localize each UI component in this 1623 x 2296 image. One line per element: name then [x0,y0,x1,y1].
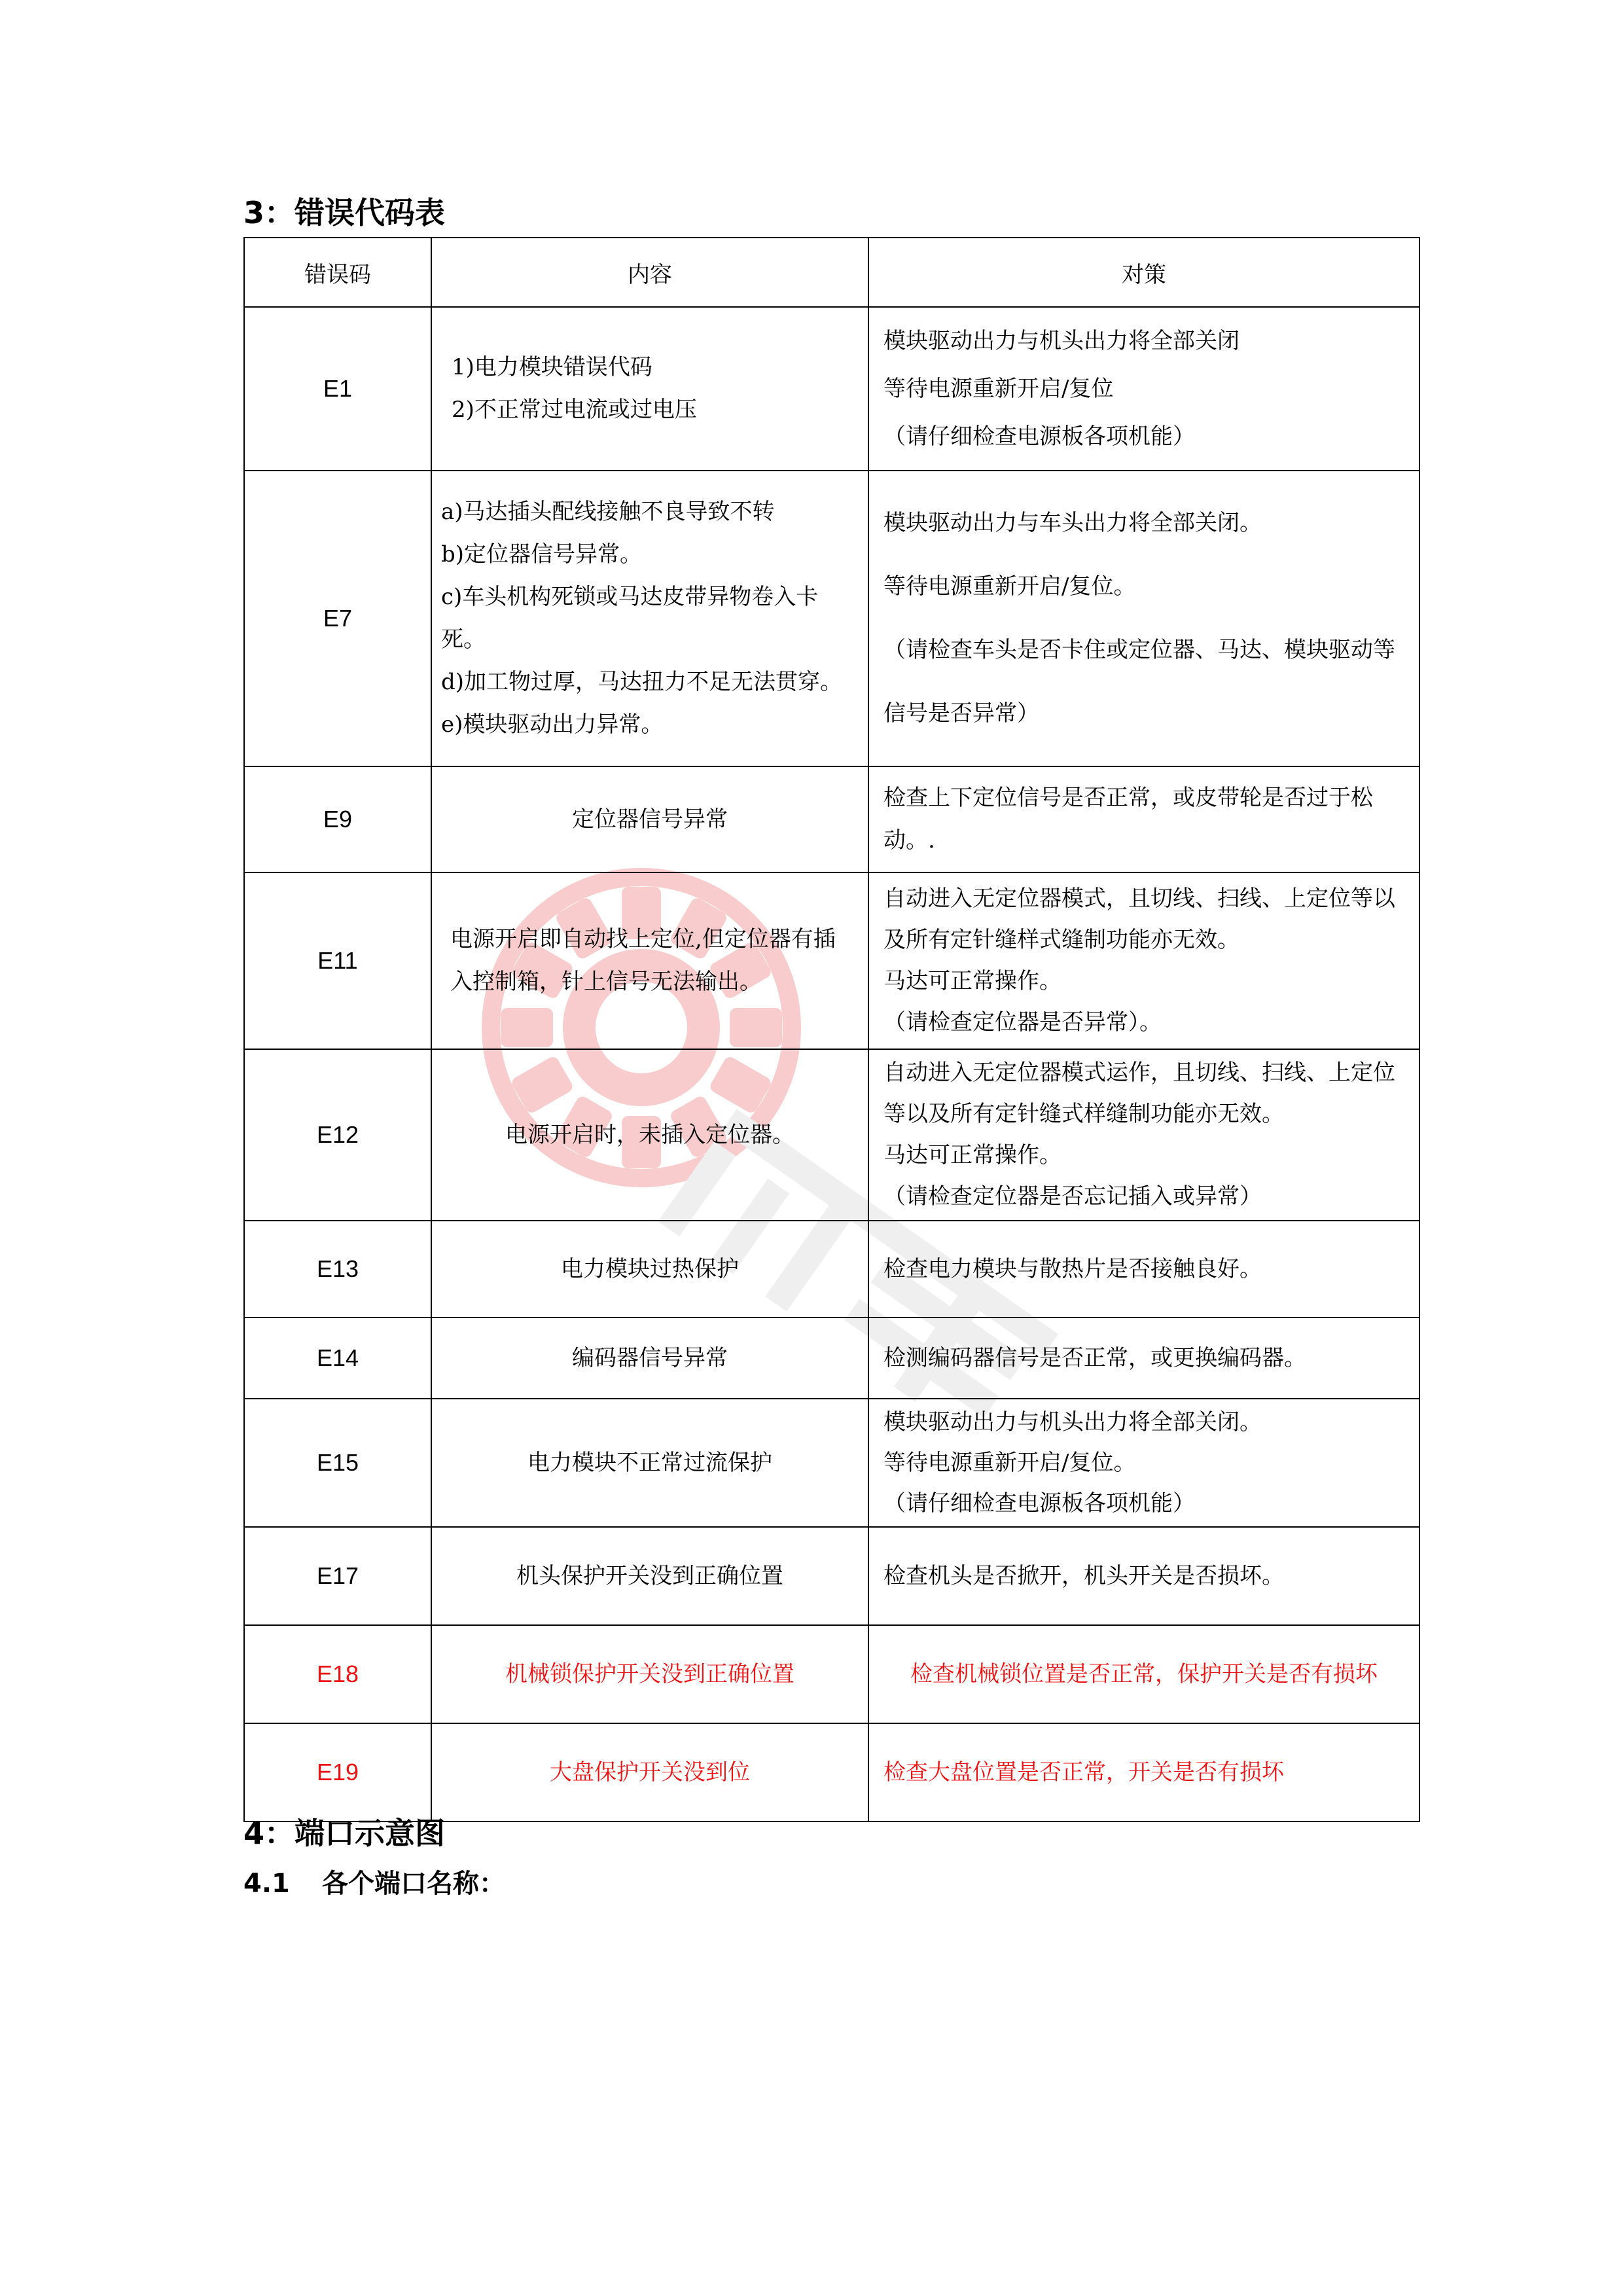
content-cell [431,307,868,471]
error-code-cell: E12 [244,1049,431,1221]
section-4-heading: 4：端口示意图 [243,1816,446,1851]
measure-cell: 检查电力模块与散热片是否接触良好。 [868,1221,1419,1318]
content-cell: 电源开启即自动找上定位,但定位器有插入控制箱，针上信号无法输出。 [431,872,868,1049]
table-row-highlighted [244,1625,1419,1723]
content-cell: 定位器信号异常 [431,766,868,872]
table-header-row [244,238,1419,307]
measure-line: 马达可正常操作。 [883,1142,1061,1168]
header-error-code: 错误码 [244,238,431,307]
measure-cell: 检查机头是否掀开，机头开关是否损坏。 [868,1527,1419,1625]
content-line: 2)不正常过电流或过电压 [452,397,697,423]
section-4-1-heading [243,1871,505,1897]
measure-cell: 检查大盘位置是否正常，开关是否有损坏 [868,1723,1419,1821]
error-code-cell: E18 [244,1625,431,1723]
content-line: c)车头机构死锁或马达皮带异物卷入卡死。 [441,584,819,653]
error-code-cell: E11 [244,872,431,1049]
table-row [244,1049,1419,1221]
measure-line: 等待电源重新开启/复位。 [883,573,1136,600]
content-line: 1)电力模块错误代码 [452,354,652,380]
section-3-heading: 3：错误代码表 [243,195,446,230]
header-measure: 对策 [868,238,1419,307]
table-row-highlighted [244,1723,1419,1821]
measure-line: （请检查定位器是否忘记插入或异常） [883,1183,1262,1210]
content-cell: 机头保护开关没到正确位置 [431,1527,868,1625]
content-cell [431,471,868,766]
measure-cell [868,1049,1419,1221]
table-row [244,471,1419,766]
content-line: e)模块驱动出力异常。 [441,711,664,738]
measure-line: （请仔细检查电源板各项机能） [883,1490,1195,1516]
measure-cell: 检查上下定位信号是否正常，或皮带轮是否过于松动。. [868,766,1419,872]
content-cell: 大盘保护开关没到位 [431,1723,868,1821]
measure-cell: 检查机械锁位置是否正常，保护开关是否有损坏 [868,1625,1419,1723]
measure-line: 马达可正常操作。 [883,968,1061,994]
measure-cell [868,307,1419,471]
measure-cell [868,471,1419,766]
measure-line: （请检查定位器是否异常）。 [883,1009,1162,1035]
measure-cell [868,872,1419,1049]
content-line: d)加工物过厚，马达扭力不足无法贯穿。 [441,669,843,695]
table-row [244,1221,1419,1318]
measure-cell [868,1399,1419,1527]
content-cell: 机械锁保护开关没到正确位置 [431,1625,868,1723]
measure-line: 等待电源重新开启/复位。 [883,1450,1136,1476]
measure-line: 模块驱动出力与车头出力将全部关闭。 [883,510,1262,536]
content-cell: 电力模块过热保护 [431,1221,868,1318]
content-line: a)马达插头配线接触不良导致不转 [441,499,775,525]
error-code-cell: E19 [244,1723,431,1821]
measure-line: 自动进入无定位器模式运作，且切线、扫线、上定位等以及所有定针缝式样缝制功能亦无效。 [883,1060,1395,1127]
table-row [244,1527,1419,1625]
table-row [244,766,1419,872]
measure-line: （请检查车头是否卡住或定位器、马达、模块驱动等信号是否异常） [883,637,1395,726]
section-number: 4.1 [243,1869,290,1899]
error-code-cell: E9 [244,766,431,872]
content-cell: 电力模块不正常过流保护 [431,1399,868,1527]
measure-line: 自动进入无定位器模式，且切线、扫线、上定位等以及所有定针缝样式缝制功能亦无效。 [883,886,1395,953]
measure-line: 等待电源重新开启/复位 [883,375,1114,402]
error-code-cell: E1 [244,307,431,471]
measure-line: （请仔细检查电源板各项机能） [883,423,1195,450]
table-row [244,1399,1419,1527]
table-row [244,1318,1419,1399]
content-cell: 编码器信号异常 [431,1318,868,1399]
content-line: b)定位器信号异常。 [441,541,643,567]
error-code-cell: E15 [244,1399,431,1527]
measure-cell: 检测编码器信号是否正常，或更换编码器。 [868,1318,1419,1399]
content-cell: 电源开启时，未插入定位器。 [431,1049,868,1221]
error-code-cell: E14 [244,1318,431,1399]
header-content: 内容 [431,238,868,307]
table-row [244,872,1419,1049]
error-code-cell: E7 [244,471,431,766]
error-code-cell: E13 [244,1221,431,1318]
measure-line: 模块驱动出力与机头出力将全部关闭 [883,327,1240,354]
error-code-cell: E17 [244,1527,431,1625]
error-code-table [243,237,1420,1822]
table-row [244,307,1419,471]
measure-line: 模块驱动出力与机头出力将全部关闭。 [883,1409,1262,1435]
section-title: 各个端口名称： [322,1869,505,1899]
